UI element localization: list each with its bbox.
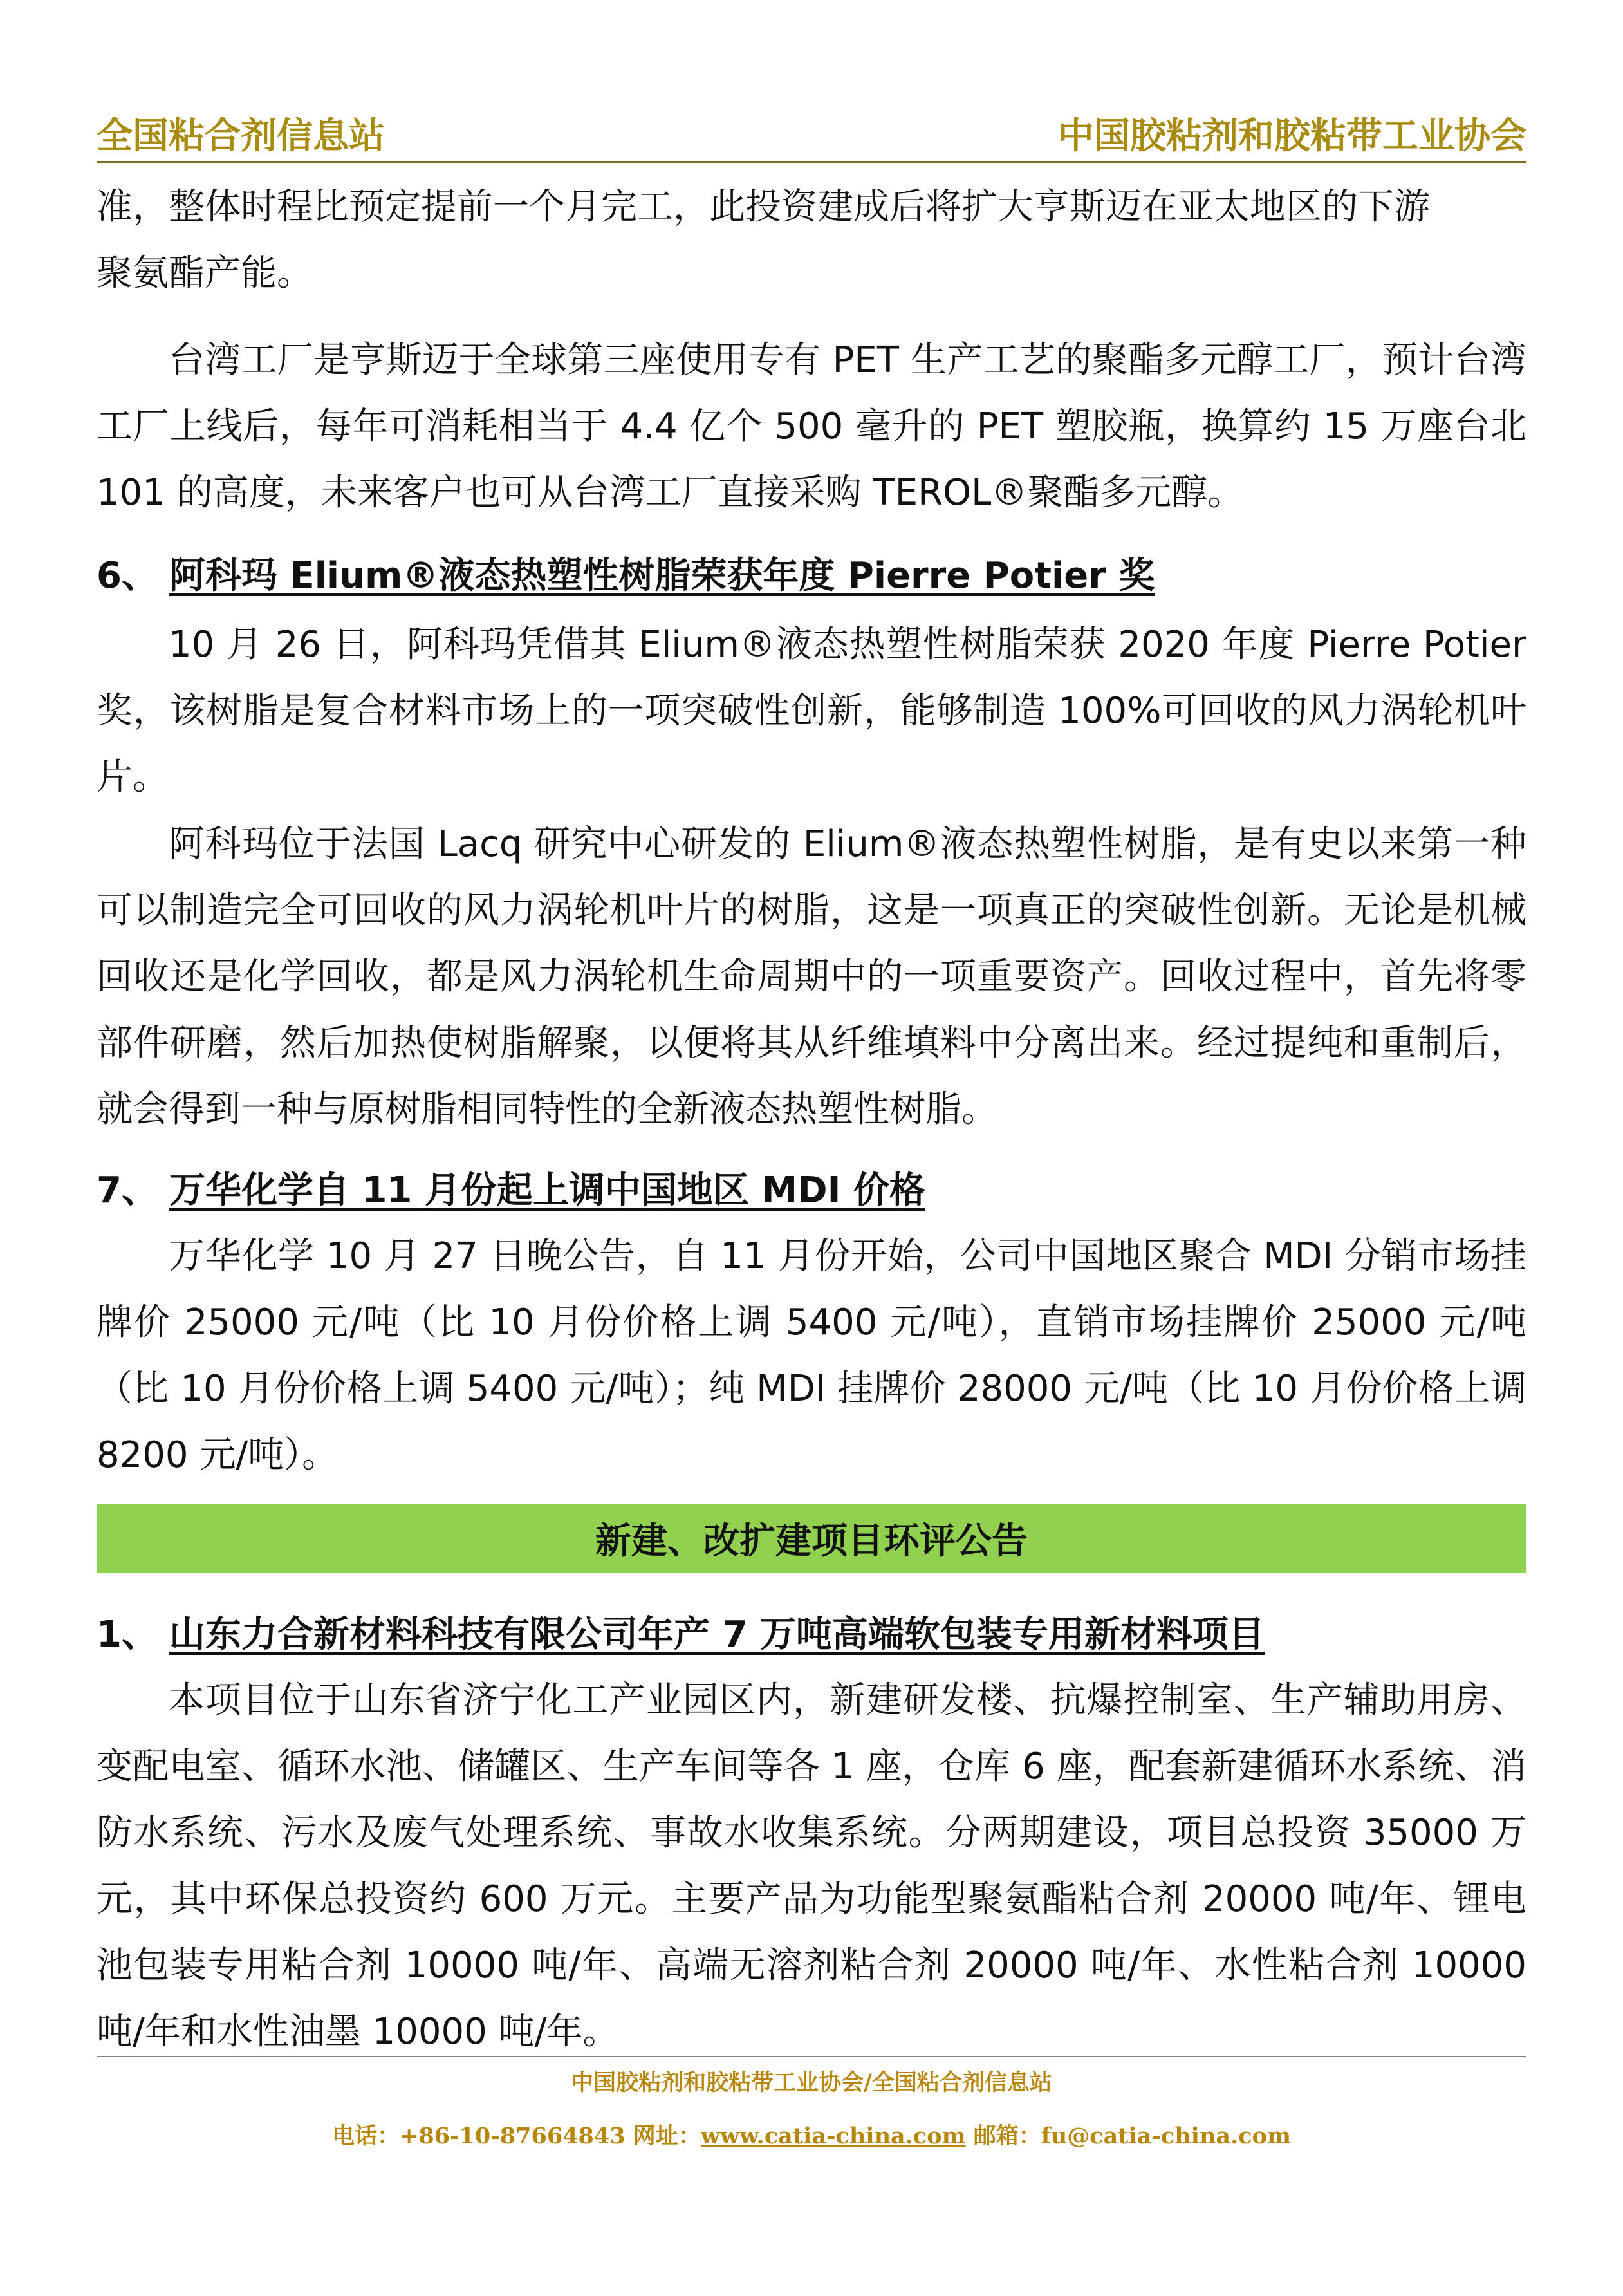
- section-heading-6: [97, 550, 1155, 602]
- section-banner: [97, 1504, 1526, 1573]
- paragraph-taiwan-plant: 台湾工厂是亨斯迈于全球第三座使用专有 PET 生产工艺的聚酯多元醇工厂，预计台湾工厂上线后，每年可消耗相当于 4.4 亿个 500 毫升的 PET 塑胶瓶，换算约 15 万座台北 101 的高度，未来客户也可从台湾工厂直接采购 TEROL®聚酯多元醇。: [97, 339, 1526, 514]
- heading-title: 万华化学自 11 月份起上调中国地区 MDI 价格: [169, 1170, 925, 1211]
- heading-title: 山东力合新材料科技有限公司年产 7 万吨高端软包装专用新材料项目: [169, 1614, 1265, 1656]
- footer-email: 邮箱：fu@catia-china.com: [965, 2123, 1291, 2149]
- heading-number: 7、: [97, 1170, 158, 1211]
- banner-title: 新建、改扩建项目环评公告: [595, 1520, 1028, 1562]
- paragraph-arkema-elium: 阿科玛位于法国 Lacq 研究中心研发的 Elium®液态热塑性树脂，是有史以来第一种可以制造完全可回收的风力涡轮机叶片的树脂，这是一项真正的突破性创新。无论是机械回收还是化学回收，都是风力涡轮机生命周期中的一项重要资产。回收过程中，首先将零部件研磨，然后加热使树脂解聚，以便将其从纤维填料中分离出来。经过提纯和重制后，就会得到一种与原树脂相同特性的全新液态热塑性树脂。: [97, 823, 1526, 1130]
- header-right-title: 中国胶粘剂和胶粘带工业协会: [1058, 115, 1526, 157]
- footer-contact: [0, 2118, 1623, 2151]
- footer-phone: 电话：+86-10-87664843 网址：: [332, 2123, 701, 2149]
- paragraph-arkema-award: 10 月 26 日，阿科玛凭借其 Elium®液态热塑性树脂荣获 2020 年度 Pierre Potier 奖，该树脂是复合材料市场上的一项突破性创新，能够制造 100%可回收的风力涡轮机叶片。: [97, 624, 1526, 798]
- footer-divider: [97, 2056, 1526, 2057]
- paragraph-shandong-lihe: 本项目位于山东省济宁化工产业园区内，新建研发楼、抗爆控制室、生产辅助用房、变配电室、循环水池、储罐区、生产车间等各 1 座，仓库 6 座，配套新建循环水系统、消防水系统、污水及废气处理系统、事故水收集系统。分两期建设，项目总投资 35000 万元，其中环保总投资约 600 万元。主要产品为功能型聚氨酯粘合剂 20000 吨/年、锂电池包装专用粘合剂 10000 吨/年、高端无溶剂粘合剂 20000 吨/年、水性粘合剂 10000 吨/年和水性油墨 10000 吨/年。: [97, 1679, 1526, 2053]
- heading-title: 阿科玛 Elium®液态热塑性树脂荣获年度 Pierre Potier 奖: [169, 555, 1155, 597]
- header-left-title: 全国粘合剂信息站: [97, 115, 385, 157]
- paragraph-continued-line1: 准，整体时程比预定提前一个月完工，此投资建成后将扩大亨斯迈在亚太地区的下游: [97, 186, 1430, 228]
- paragraph-continued-line2: 聚氨酯产能。: [97, 252, 313, 294]
- heading-number: 6、: [97, 555, 158, 597]
- paragraph-wanhua-mdi: 万华化学 10 月 27 日晚公告，自 11 月份开始，公司中国地区聚合 MDI 分销市场挂牌价 25000 元/吨（比 10 月份价格上调 5400 元/吨），直销市场挂牌价 25000 元/吨（比 10 月份价格上调 5400 元/吨）；纯 MDI 挂牌价 28000 元/吨（比 10 月份价格上调 8200 元/吨）。: [97, 1235, 1526, 1476]
- heading-number: 1、: [97, 1614, 158, 1656]
- section-heading-1: [97, 1609, 1265, 1661]
- section-heading-7: [97, 1165, 925, 1217]
- footer-organization: 中国胶粘剂和胶粘带工业协会/全国粘合剂信息站: [571, 2069, 1052, 2096]
- footer-website-link[interactable]: www.catia-china.com: [700, 2123, 966, 2149]
- page-header: [97, 112, 1526, 163]
